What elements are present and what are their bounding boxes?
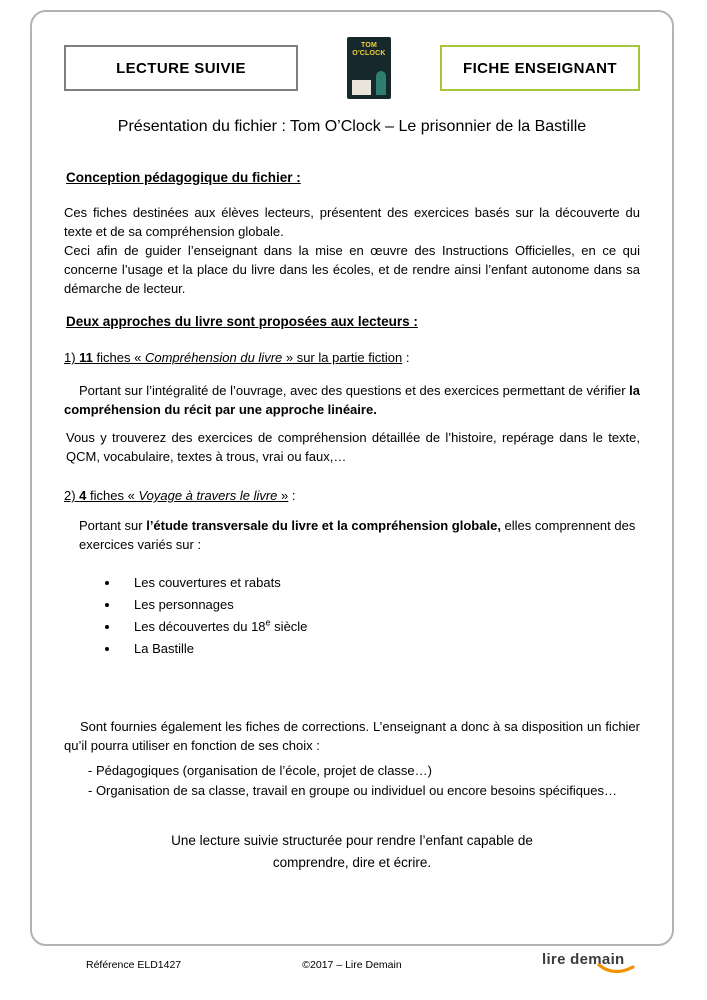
item2-count: 4 bbox=[79, 488, 87, 503]
lire-demain-logo-text: lire demain bbox=[542, 951, 625, 968]
lecture-suivie-label: LECTURE SUIVIE bbox=[116, 59, 246, 77]
item1-paragraph-1: Portant sur l’intégralité de l’ouvrage, avec des questions et des exercices permettant de vérifier la compréhension du récit par une approche linéaire. bbox=[64, 383, 640, 417]
approaches-heading: Deux approches du livre sont proposées aux lecteurs : bbox=[66, 314, 418, 329]
document-sheet bbox=[30, 10, 674, 946]
lire-demain-logo bbox=[542, 951, 632, 981]
lecture-suivie-box bbox=[64, 45, 298, 91]
brand-swoosh-icon bbox=[596, 963, 636, 977]
item2-book-title: Voyage à travers le livre bbox=[138, 488, 278, 503]
conception-paragraph-1: Ces fiches destinées aux élèves lecteurs, présentent des exercices basés sur la découverte du texte et de sa compréhension globale. bbox=[64, 205, 640, 239]
list-item: • Les couvertures et rabats bbox=[120, 572, 640, 593]
item2-line bbox=[64, 486, 640, 505]
superscript-e: e bbox=[265, 617, 271, 628]
book-title-line1: TOM bbox=[360, 42, 378, 49]
page-title: Présentation du fichier : Tom O’Clock – Le prisonnier de la Bastille bbox=[117, 118, 587, 135]
book-title-line2: O'CLOCK bbox=[352, 50, 386, 57]
conception-paragraph-2: Ceci afin de guider l’enseignant dans la mise en œuvre des Instructions Officielles, en ce qui concerne l’usage et la place du livre dans les écoles, et de rendre ainsi l’enfant autonome dans sa démarche de lecteur. bbox=[64, 243, 640, 296]
list-item: • La Bastille bbox=[120, 638, 640, 659]
corrections-paragraph: Sont fournies également les fiches de corrections. L’enseignant a donc à sa disposition un fichier qu’il pourra utiliser en fonction de ses choix : bbox=[64, 719, 640, 753]
corrections-option-2: - Organisation de sa classe, travail en groupe ou individuel ou encore besoins spécifiques… bbox=[88, 782, 617, 798]
item2-paragraph: Portant sur l’étude transversale du livre et la compréhension globale, elles comprennent des exercices variés sur : bbox=[79, 518, 636, 552]
corrections-options bbox=[88, 761, 640, 800]
item1-count: 11 bbox=[79, 350, 93, 365]
book-cover-art-figure bbox=[376, 71, 386, 95]
item1-underlined: 1) 11 fiches « Compréhension du livre » sur la partie fiction bbox=[64, 350, 403, 365]
approaches-section bbox=[66, 312, 640, 331]
corrections-option-1: - Pédagogiques (organisation de l’école, projet de classe…) bbox=[88, 763, 432, 778]
conception-heading: Conception pédagogique du fichier : bbox=[66, 170, 301, 185]
header bbox=[64, 40, 640, 96]
list-item: • Les personnages bbox=[120, 594, 640, 615]
item1-book-title: Compréhension du livre bbox=[144, 350, 283, 365]
fiche-enseignant-label: FICHE ENSEIGNANT bbox=[463, 59, 617, 77]
item2-underlined: 2) 4 fiches « Voyage à travers le livre » bbox=[64, 488, 289, 503]
reference-code: Référence ELD1427 bbox=[86, 959, 182, 971]
book-cover-art-paper bbox=[352, 80, 371, 95]
fiche-enseignant-box bbox=[440, 45, 640, 91]
footer bbox=[30, 951, 674, 991]
item2-paragraph-bold: l’étude transversale du livre et la compréhension globale, bbox=[146, 518, 501, 533]
item1-paragraph-1-bold: la compréhension du récit par une approche linéaire. bbox=[64, 383, 640, 417]
list-item: • Les découvertes du 18e siècle bbox=[120, 616, 640, 637]
topics-list bbox=[106, 572, 640, 659]
book-cover bbox=[347, 37, 391, 99]
item2-colon: : bbox=[288, 488, 296, 503]
item1-paragraph-2: Vous y trouverez des exercices de compréhension détaillée de l’histoire, repérage dans le texte, QCM, vocabulaire, textes à trous, vrai ou faux,… bbox=[66, 430, 640, 464]
item1-colon: : bbox=[402, 350, 410, 365]
copyright-text: ©2017 – Lire Demain bbox=[302, 959, 402, 971]
item1-line bbox=[64, 348, 640, 367]
conception-section bbox=[66, 168, 640, 187]
closing-statement: Une lecture suivie structurée pour rendre l’enfant capable de comprendre, dire et écrire. bbox=[171, 833, 533, 870]
